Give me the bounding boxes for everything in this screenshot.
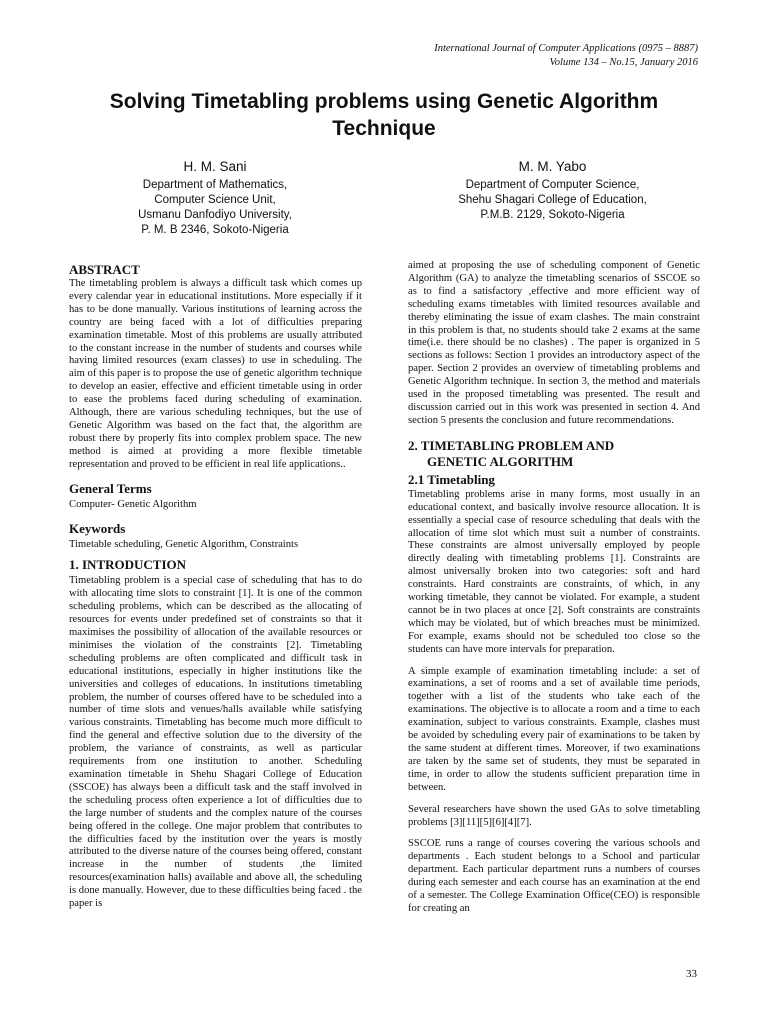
author-block-2 — [425, 158, 680, 223]
right-column — [408, 260, 700, 916]
abstract-text: The timetabling problem is always a difficult task which comes up every calendar year in educational institutions. More especially if it has to be done manually. Various institutions of learning across the country are being faced with a lot of difficulties preparing examination timetable. Most of this problems are usually attributed to the constant increase in the number of students and courses while having limited resources (exam classes) to use in scheduling. The aim of this paper is to propose the use of genetic algorithm technique to develop an easier, effective and efficient timetable using in order to ease the problems faced during scheduling of examination. Although, there are various scheduling techniques, but the use of Genetic Algorithm was based on the fact that, the algorithm are robust there by properly fits into complex problem space. The new method is aimed at providing a more flexible timetable representation and proved to be efficient in real life applications.. — [69, 278, 363, 470]
section2-heading-line1: 2. TIMETABLING PROBLEM AND — [408, 437, 615, 453]
author-affiliation-line: Department of Computer Science, — [465, 179, 640, 191]
section2-paragraph: Several researchers have shown the used GAs to solve timetabling problems [3][11][5][6][4][7]. — [408, 803, 700, 828]
journal-header — [434, 42, 698, 70]
general-terms-text: Computer- Genetic Algorithm — [69, 498, 197, 510]
introduction-heading: 1. INTRODUCTION — [69, 557, 187, 573]
introduction-text: Timetabling problem is a special case of scheduling that has to do with allocating time slots to constraint [1]. It is one of the common scheduling problems, which can be described as the allocating of resources for events under predefined set of constraints so that it maximises the possibility of allocation of the available resources or minimises the violation of the constraints [2]. Timetabling scheduling problems are often complicated and difficult task in educational institutions, especially in higher institutions like the universities and colleges of educations. In institutions timetabling problem, the number of courses offered have to be scheduled into a number of time slots and venues/halls available while satisfying various constraints. Timetabling has become much more difficult to find the general and effective solution due to the diversity of the problem, the variance of constraints, as well as particular requirements from one institution to another. Scheduling examination timetable in Shehu Shagari College of Education (SSCOE) has always been a difficult task and the staff involved in the scheduling process often experience a lot of difficulties due to the large number of students and the complex nature of the courses being offered in the college. One major problem that contributes to the difficulties faced by the institution over the years is mostly attributed to the diverse nature of the courses being offered, constant increase in the number of students ,the limited resources(examination halls) available and above all, the scheduling is done manually. However, due to these difficulties being faced . the paper is — [69, 575, 362, 910]
author-affiliation-line: Department of Mathematics, — [142, 179, 288, 191]
left-column — [69, 260, 362, 911]
general-terms-heading: General Terms — [69, 480, 152, 496]
paper-title: Solving Timetabling problems using Genetic Algorithm Technique — [109, 90, 659, 140]
author-affiliation-line: Usmanu Danfodiyo University, — [138, 209, 292, 221]
section2-paragraph: SSCOE runs a range of courses covering the various schools and departments . Each student belongs to a School and particular department. Each particular department runs a numbers of courses during each semester and each course has an examination at the end of a semester. The College Examination Office(CEO) is responsible for creating an — [408, 838, 700, 914]
author-name: M. M. Yabo — [518, 159, 587, 174]
section2-paragraph: A simple example of examination timetabling include: a set of examinations, a set of rooms and a set of available time periods, together with a list of the students who take each of the examinations. The objective is to allocate a room and a time to each examination, subject to various constraints. Example, clashes must be avoided by scheduling every pair of examinations to be taken by the same student at different times. Moreover, if two examinations are taken by the same set of students, they must be separated in time, in order to allow the students sufficient preparation time in between. — [408, 665, 700, 793]
section2-heading-line2: GENETIC ALGORITHM — [427, 453, 574, 469]
author-affiliation-line: P.M.B. 2129, Sokoto-Nigeria — [480, 209, 625, 221]
journal-volume: Volume 134 – No.15, January 2016 — [549, 57, 698, 68]
abstract-heading: ABSTRACT — [69, 262, 140, 277]
journal-name: International Journal of Computer Applications (0975 – 8887) — [434, 43, 698, 54]
section2-paragraph: Timetabling problems arise in many forms, most usually in an educational context, and basically involve resource allocation. It is essentially a special case of resource scheduling that deals with the allocation of time slot which must suit a number of constraints. These constraints are almost universally employed by people directly dealing with timetabling problems [1]. Constraints are almost universally broken into two categories: soft and hard constraints. Hard constraints are constraints, of which, in any working timetable, they cannot be violated. For example, a student cannot be in two places at once [2]. Soft constraints are constraints which may be violated, but of which breaches must be minimized. For example, exams should not be scheduled too close so the students can have more intervals for preparation. — [408, 488, 700, 655]
author-block-1 — [95, 158, 335, 238]
author-affiliation-line: P. M. B 2346, Sokoto-Nigeria — [141, 224, 289, 236]
keywords-text: Timetable scheduling, Genetic Algorithm, Constraints — [69, 538, 299, 550]
page-number: 33 — [686, 968, 697, 980]
introduction-continued-text: aimed at proposing the use of scheduling component of Genetic Algorithm (GA) to analyze the timetabling scenarios of SSCOE so as to find a satisfactory ,effective and more efficient way of scheduling exams timetables with limited resources available and thereby eliminating the issue of exam clashes. The main constraint in this problem is that, no students should take 2 exams at the same time(i.e. there should be no clashes) . The paper is organized in 5 sections as follows: Section 1 provides an introductory aspect of the paper. Section 2 provides an overview of timetabling problems and Genetic Algorithm technique. In section 3, the method and materials used in the proposed timetabling was presented. The result and discussion carried out in this work was presented in section 4. And section 5 presents the conclusion and future recommendations. — [408, 260, 700, 426]
section2-heading — [408, 438, 700, 470]
subsection-2-1-heading: 2.1 Timetabling — [408, 471, 495, 487]
author-affiliation-line: Shehu Shagari College of Education, — [458, 194, 647, 206]
keywords-heading: Keywords — [69, 520, 126, 536]
author-affiliation-line: Computer Science Unit, — [154, 194, 276, 206]
author-name: H. M. Sani — [183, 159, 247, 174]
